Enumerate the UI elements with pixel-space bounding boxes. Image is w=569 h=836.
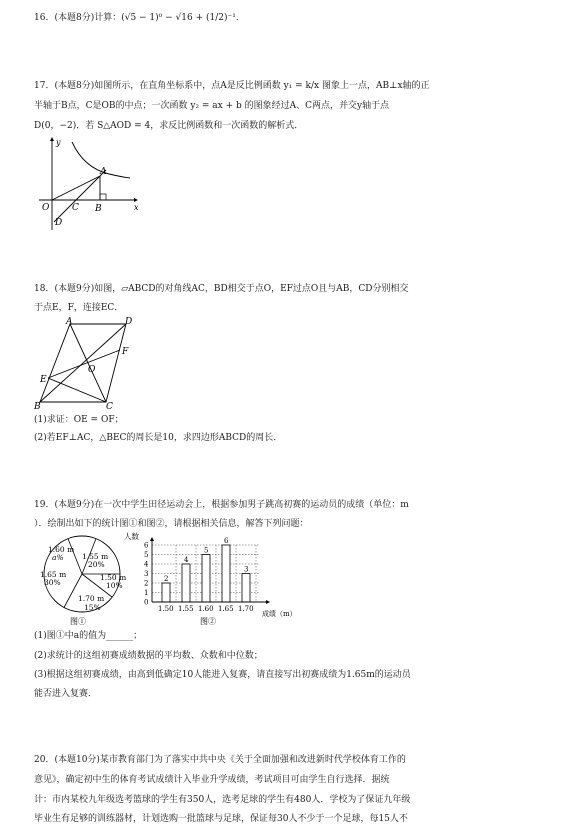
pie-pct-150: 10% xyxy=(106,581,123,590)
q17-label-A: A xyxy=(100,167,107,177)
q19-sub-2: (2)求统计的这组初赛成绩数据的平均数、众数和中位数； xyxy=(34,651,263,661)
q19-line-1: 19．(本题9分)在一次中学生田径运动会上，根据参加男子跳高初赛的运动员的成绩（单位：m xyxy=(34,500,409,510)
pie-pct-170: 15% xyxy=(84,603,101,612)
bar-value-label-1.65: 6 xyxy=(224,537,229,545)
q18-label-E: E xyxy=(40,375,47,385)
q20-line-1: 20．(本题10分)某市教育部门为了落实中共中央《关于全面加强和改进新时代学校体育工作的 xyxy=(34,755,406,765)
q18-label-F: F xyxy=(122,347,129,357)
q19-pie-chart xyxy=(34,534,130,626)
pie-pct-165: 30% xyxy=(44,578,61,587)
y-tick-label-4: 4 xyxy=(144,560,149,569)
q17-right-angle xyxy=(100,194,106,200)
q17-label-D: D xyxy=(55,218,63,228)
q18-line-2: 于点E，F，连接EC． xyxy=(34,303,124,313)
q19-line-2: ）．绘制出如下的统计图①和图②，请根据相关信息，解答下列问题： xyxy=(34,519,309,529)
q18-parallelogram-figure xyxy=(34,316,144,410)
bar-1.60 xyxy=(202,555,210,603)
bar-value-label-1.70: 3 xyxy=(244,565,249,574)
q18-sub-1: (1)求证：OE = OF； xyxy=(34,415,124,425)
x-tick-label-1.55: 1.55 xyxy=(178,605,194,613)
q17-label-C: C xyxy=(72,203,79,213)
q18-label-A: A xyxy=(66,317,73,327)
q19-sub-4: 能否进入复赛． xyxy=(34,689,98,699)
bar-1.50 xyxy=(162,583,170,602)
pie-pct-155: 20% xyxy=(88,560,105,569)
bar-1.65 xyxy=(222,545,230,602)
bar-chart-caption: 图② xyxy=(200,617,216,626)
q17-label-B: B xyxy=(95,204,102,214)
x-tick-label-1.70: 1.70 xyxy=(238,605,254,613)
q20-line-2: 意见》，确定初中生的体育考试成绩计入毕业升学成绩，考试项目可由学生自行选择．据统 xyxy=(34,775,390,785)
pie-divider-1 xyxy=(68,539,82,574)
q18-label-D: D xyxy=(125,317,133,327)
pie-label-155: 1.55 m xyxy=(82,552,109,561)
q18-sub-2: (2)若EF⊥AC，△BEC的周长是10，求四边形ABCD的周长． xyxy=(34,433,283,443)
bar-1.55 xyxy=(182,564,190,602)
q18-label-O: O xyxy=(88,365,96,375)
pie-label-165: 1.65 m xyxy=(40,570,67,579)
q20-line-3: 计：市内某校九年级选考篮球的学生有350人，选考足球的学生有480人．学校为了保证九年级 xyxy=(34,795,411,805)
q18-segment-EC xyxy=(48,378,106,402)
q17-y-arrow xyxy=(50,137,54,141)
bar-chart-ylabel: 人数 xyxy=(124,532,139,541)
y-tick-label-5: 5 xyxy=(144,551,149,559)
pie-label-170: 1.70 m xyxy=(78,594,105,603)
q17-line-3: D(0，−2)．若 S△AOD = 4，求反比例函数和一次函数的解析式． xyxy=(34,121,304,131)
q17-label-y: y xyxy=(56,138,61,147)
y-tick-label-3: 3 xyxy=(144,570,149,578)
x-axis-arrow xyxy=(266,600,270,604)
bar-value-label-1.50: 2 xyxy=(164,575,169,583)
q17-label-x: x xyxy=(134,203,139,212)
bar-value-label-1.60: 5 xyxy=(204,546,209,555)
q16-text: 16．(本题8分)计算：(√5 − 1)⁰ − √16 + (1/2)⁻¹． xyxy=(34,13,245,23)
x-tick-label-1.65: 1.65 xyxy=(218,605,234,613)
q17-x-arrow xyxy=(134,198,138,202)
y-tick-label-0: 0 xyxy=(144,598,149,607)
q19-sub-3: (3)根据这组初赛成绩，由高到低确定10人能进入复赛，请直接写出初赛成绩为1.65m的运动员 xyxy=(34,670,411,680)
q18-diagonal-AC xyxy=(70,324,106,402)
bar-value-label-1.55: 4 xyxy=(184,556,189,564)
pie-caption: 图① xyxy=(70,617,86,626)
q17-segment-OA xyxy=(52,176,100,200)
bar-1.70 xyxy=(242,574,250,603)
q17-coordinate-figure xyxy=(34,134,144,234)
q19-bar-chart xyxy=(122,530,297,626)
q18-line-1: 18．(本题9分)如图，▱ABCD的对角线AC，BD相交于点O，EF过点O且与AB，CD分别相交 xyxy=(34,284,409,294)
y-tick-label-6: 6 xyxy=(144,541,149,550)
q18-diagonal-BD xyxy=(40,324,126,402)
y-tick-label-1: 1 xyxy=(144,589,149,597)
q17-line-2: 半轴于B点，C是OB的中点；一次函数 y₂ = ax + b 的图象经过A、C两点，并交y轴于点 xyxy=(34,101,390,111)
pie-pct-160: a% xyxy=(52,553,64,562)
q17-label-O: O xyxy=(42,203,50,213)
q17-line-AD xyxy=(54,170,106,222)
q20-line-4: 毕业生有足够的训练器材，计划选购一批篮球与足球，保证每30人不少于一个足球，每15人不 xyxy=(34,814,408,824)
pie-label-160: 1.60 m xyxy=(48,545,75,554)
q17-line-1: 17．(本题8分)如图所示，在直角坐标系中，点A是反比例函数 y₁ = k/x 图象上一点，AB⊥x轴的正 xyxy=(34,81,430,91)
pie-label-150: 1.50 m xyxy=(100,573,127,582)
x-tick-label-1.60: 1.60 xyxy=(198,605,214,613)
q19-sub-1: (1)图①中a的值为______； xyxy=(34,631,143,641)
y-axis-arrow xyxy=(150,537,154,541)
q18-label-C: C xyxy=(106,402,113,412)
x-tick-label-1.50: 1.50 xyxy=(158,605,174,613)
y-tick-label-2: 2 xyxy=(144,579,149,588)
q18-label-B: B xyxy=(34,402,41,412)
bar-chart-xlabel: 成绩（m） xyxy=(262,610,297,618)
